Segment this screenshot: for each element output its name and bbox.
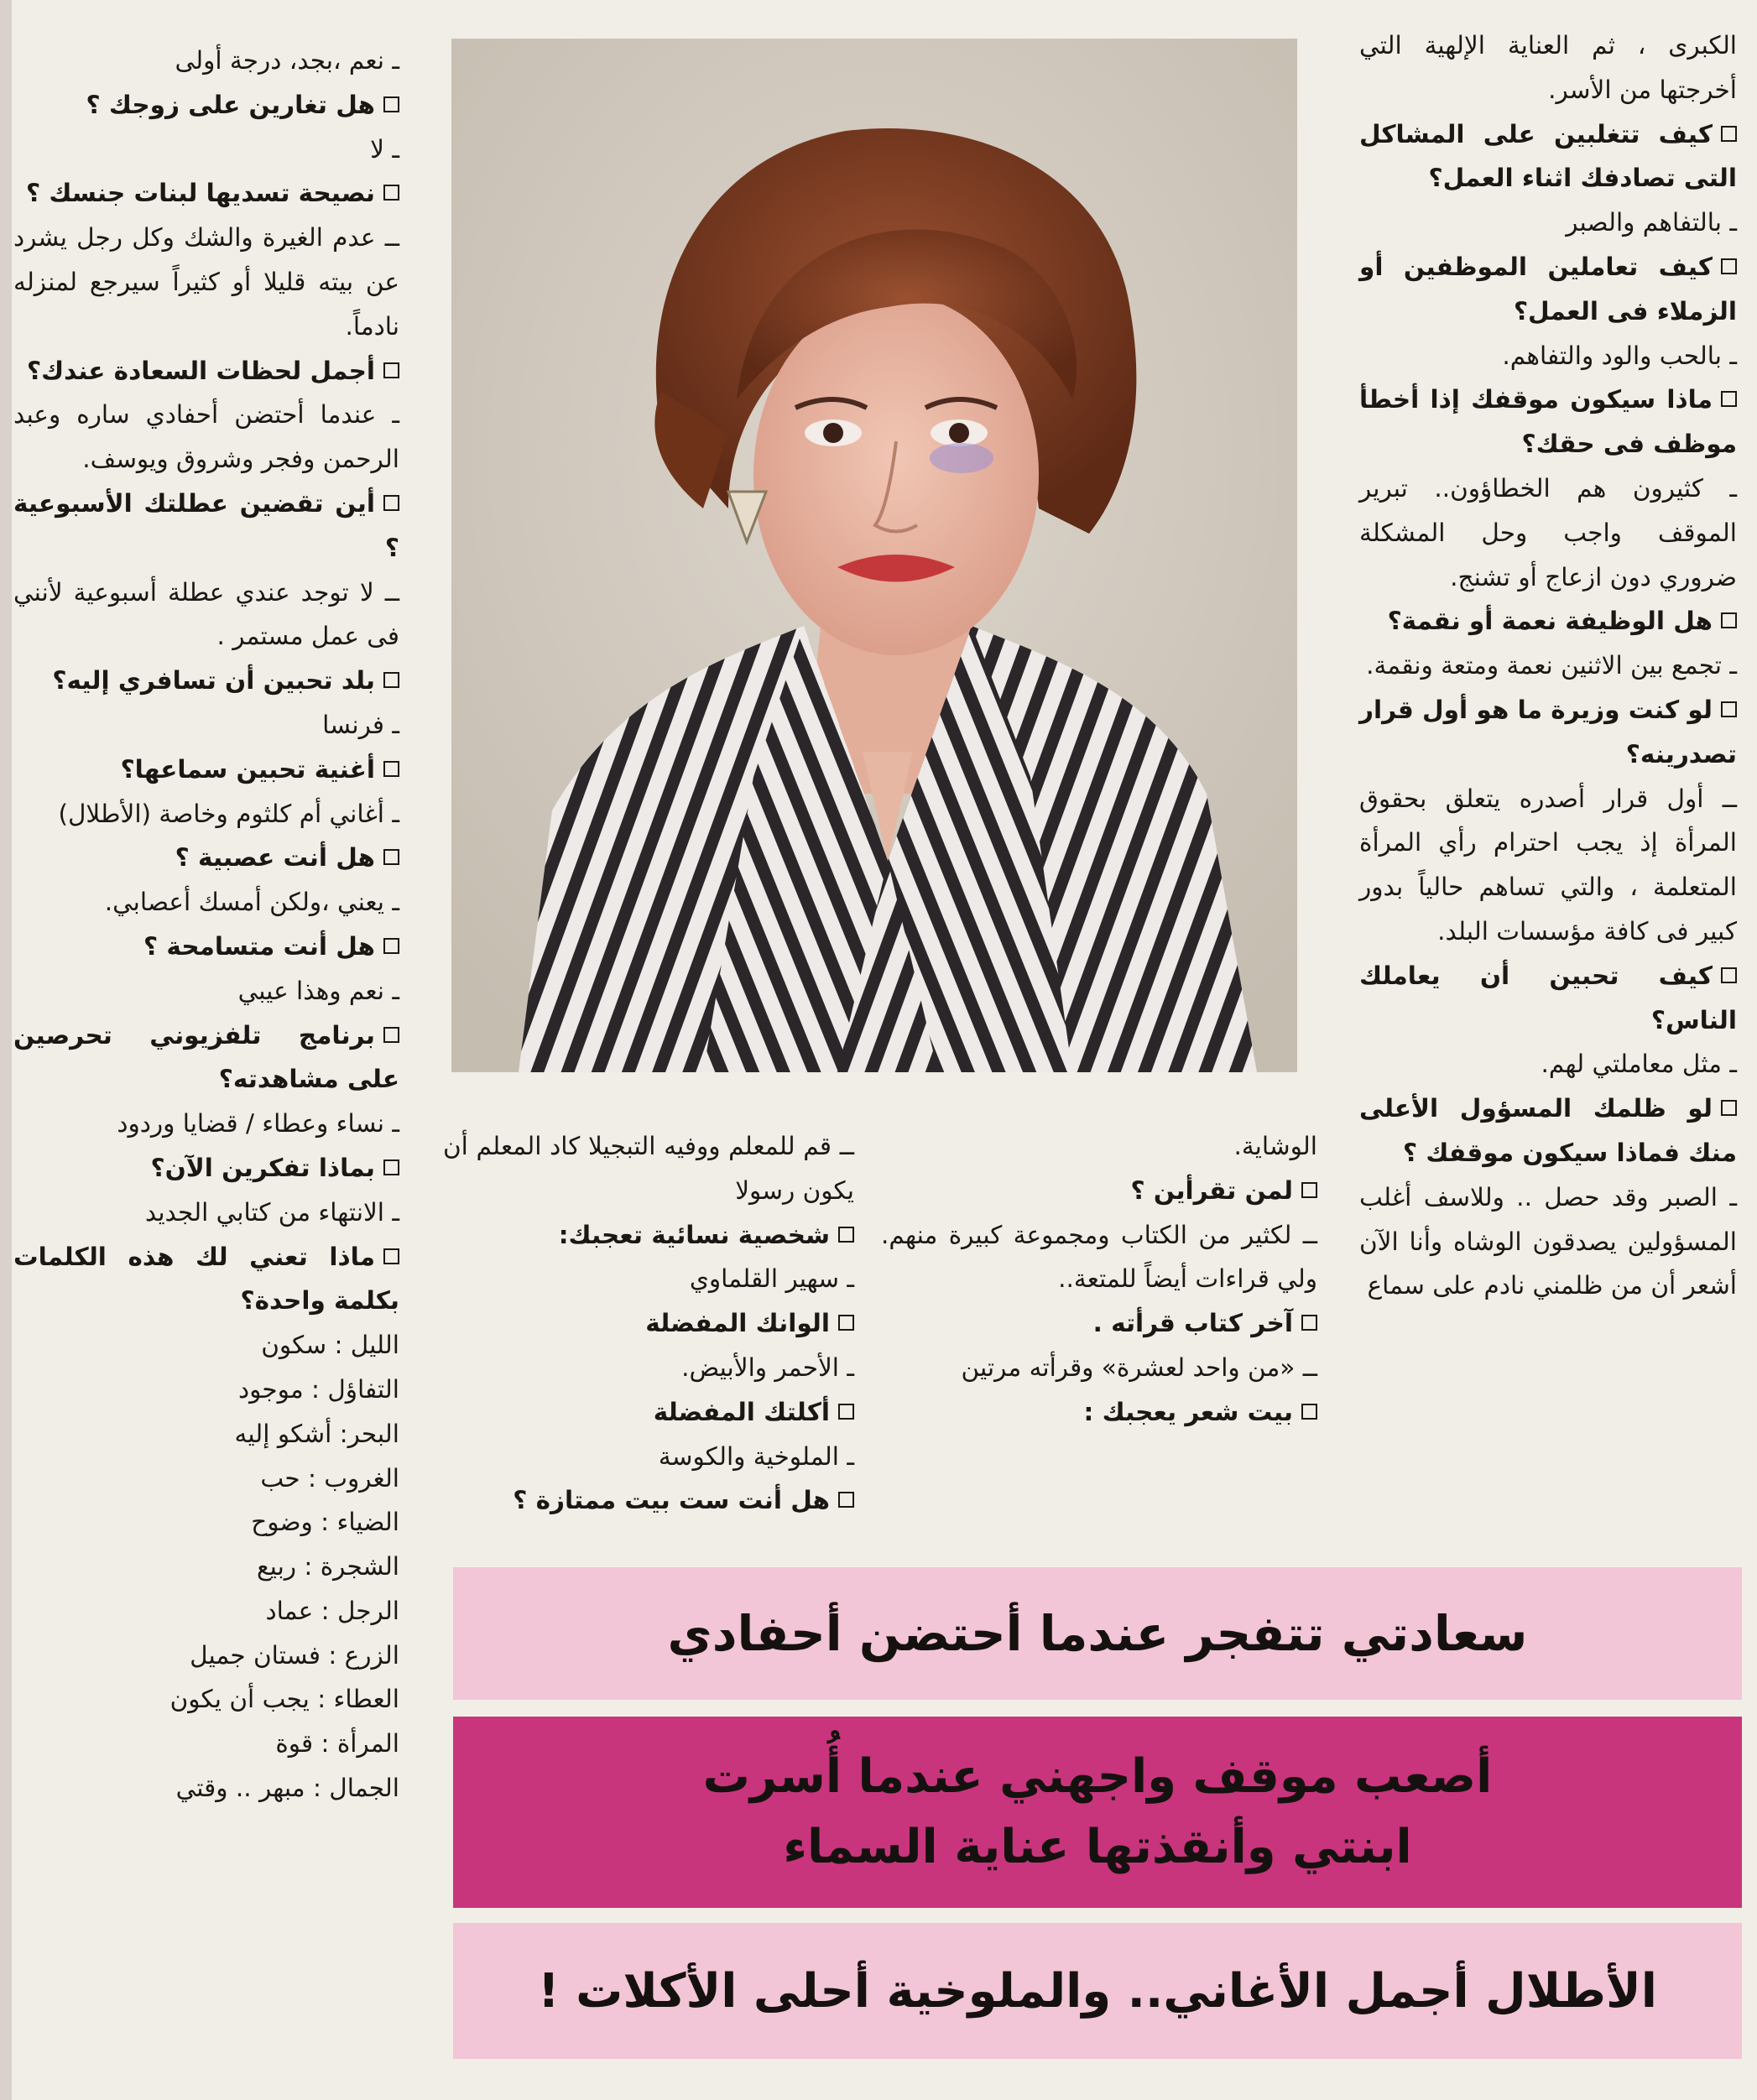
interview-question: كيف تعاملين الموظفين أو الزملاء فى العمل؟ <box>1359 245 1737 334</box>
interview-question: نصيحة تسديها لبنات جنسك ؟ <box>13 171 399 216</box>
interview-answer: ـ بالحب والود والتفاهم. <box>1502 341 1737 370</box>
interview-answer: ـ نعم ،بجد، درجة أولى <box>175 46 399 75</box>
word-list-item: الجمال : مبهر .. وقتي <box>175 1774 399 1803</box>
word-list-item: المرأة : قوة <box>275 1729 399 1759</box>
page-edge <box>0 0 12 2100</box>
interview-answer: ــ «من واحد لعشرة» وقرأته مرتين <box>961 1352 1317 1382</box>
banner-text: الأطلال أجمل الأغاني.. والملوخية أحلى الأكلات ! <box>538 1963 1657 2019</box>
interview-question: أغنية تحبين سماعها؟ <box>13 748 399 792</box>
interview-answer: ـ تجمع بين الاثنين نعمة ومتعة ونقمة. <box>1366 651 1737 680</box>
word-list-item: الغروب : حب <box>260 1463 399 1493</box>
interview-question: كيف تتغلبين على المشاكل التى تصادفك اثناء العمل؟ <box>1359 112 1737 201</box>
interview-question: ماذا تعني لك هذه الكلمات بكلمة واحدة؟ <box>13 1235 399 1324</box>
interview-answer: ـ كثيرون هم الخطاؤون.. تبرير الموقف واجب وحل المشكلة ضروري دون ازعاج أو تشنج. <box>1359 473 1737 591</box>
text-column-middle-right <box>881 1124 1317 1435</box>
interview-question: هل أنت ست بيت ممتازة ؟ <box>443 1478 854 1523</box>
interview-answer: ــ أول قرار أصدره يتعلق بحقوق المرأة إذ يجب احترام رأي المرأة المتعلمة ، والتي تساهم حالياً بدور كبير فى كافة مؤسسات البلد. <box>1359 784 1737 946</box>
interview-question: بماذا تفكرين الآن؟ <box>13 1146 399 1191</box>
word-list-item: التفاؤل : موجود <box>237 1374 399 1404</box>
interview-question: بيت شعر يعجبك : <box>881 1390 1317 1435</box>
word-list-item: البحر: أشكو إليه <box>234 1419 399 1448</box>
headline-banner-hardest-moment <box>453 1717 1742 1908</box>
banner-text-line-1: أصعب موقف واجهني عندما أُسرت <box>702 1749 1493 1804</box>
word-list-item: الرجل : عماد <box>265 1596 399 1625</box>
interview-question: بلد تحبين أن تسافري إليه؟ <box>13 659 399 703</box>
word-list-item: العطاء : يجب أن يكون <box>169 1685 399 1714</box>
text-column-right <box>1359 23 1737 1308</box>
text-column-middle-left <box>443 1124 854 1523</box>
interview-answer: ـ الصبر وقد حصل .. وللاسف أغلب المسؤولين يصدقون الوشاه وأنا الآن أشعر أن من ظلمني نادم على سماع <box>1359 1182 1737 1300</box>
interview-answer: ـ لا <box>370 134 399 164</box>
word-list-item: الليل : سكون <box>261 1331 399 1360</box>
left-qa <box>13 39 399 1323</box>
interview-question: أكلتك المفضلة <box>443 1390 854 1435</box>
interview-answer: ـ أغاني أم كلثوم وخاصة (الأطلال) <box>58 799 399 828</box>
interview-answer: ــ لكثير من الكتاب ومجموعة كبيرة منهم. ولي قراءات أيضاً للمتعة.. <box>881 1220 1317 1294</box>
portrait-photo <box>451 39 1297 1072</box>
portrait-illustration <box>451 39 1297 1072</box>
interview-answer: الكبرى ، ثم العناية الإلهية التي أخرجتها من الأسر. <box>1359 31 1737 104</box>
interview-question: ماذا سيكون موقفك إذا أخطأ موظف فى حقك؟ <box>1359 378 1737 466</box>
interview-question: برنامج تلفزيوني تحرصين على مشاهدته؟ <box>13 1014 399 1102</box>
interview-question: لمن تقرأين ؟ <box>881 1169 1317 1213</box>
interview-answer: ـ بالتفاهم والصبر <box>1566 208 1737 237</box>
interview-question: آخر كتاب قرأته . <box>881 1301 1317 1346</box>
interview-answer: ـ فرنسا <box>322 710 399 739</box>
interview-answer: ـ عندما أحتضن أحفادي ساره وعبد الرحمن وفجر وشروق ويوسف. <box>13 400 399 474</box>
interview-answer: ـ نساء وعطاء / قضايا وردود <box>117 1109 399 1139</box>
text-column-left <box>13 39 399 1811</box>
interview-answer: ـ نعم وهذا عيبي <box>237 976 399 1005</box>
interview-answer: ــ قم للمعلم ووفيه التبجيلا كاد المعلم أن يكون رسولا <box>443 1132 854 1205</box>
banner-text-line-2: ابنتي وأنقذتها عناية السماء <box>783 1820 1412 1874</box>
interview-question: هل أنت عصبية ؟ <box>13 836 399 880</box>
interview-question: أين تقضين عطلتك الأسبوعية ؟ <box>13 482 399 571</box>
interview-question: أجمل لحظات السعادة عندك؟ <box>13 349 399 393</box>
interview-answer: ـ يعني ،ولكن أمسك أعصابي. <box>104 888 399 917</box>
interview-answer: ـ سهير القلماوي <box>689 1264 854 1294</box>
word-list-item: الضياء : وضوح <box>251 1508 399 1537</box>
interview-answer: ـ الأحمر والأبيض. <box>681 1352 854 1382</box>
headline-banner-favorites <box>453 1923 1742 2059</box>
word-list-item: الزرع : فستان جميل <box>190 1640 399 1670</box>
headline-banner-happiness <box>453 1567 1742 1700</box>
interview-answer: ــ لا توجد عندي عطلة أسبوعية لأنني فى عمل مستمر . <box>13 577 399 651</box>
interview-question: هل تغارين على زوجك ؟ <box>13 83 399 128</box>
interview-question: لو ظلمك المسؤول الأعلى منك فماذا سيكون موقفك ؟ <box>1359 1086 1737 1175</box>
interview-question: هل أنت متسامحة ؟ <box>13 925 399 969</box>
interview-question: لو كنت وزيرة ما هو أول قرار تصدرينه؟ <box>1359 688 1737 777</box>
interview-answer: ـ مثل معاملتي لهم. <box>1541 1050 1737 1079</box>
interview-answer: ـ الملوخية والكوسة <box>658 1441 854 1471</box>
interview-answer: ـ الانتهاء من كتابي الجديد <box>144 1197 399 1227</box>
interview-question: كيف تحبين أن يعاملك الناس؟ <box>1359 954 1737 1043</box>
word-list <box>13 1323 399 1811</box>
banner-text: سعادتي تتفجر عندما أحتضن أحفادي <box>667 1605 1528 1662</box>
interview-question: شخصية نسائية تعجبك: <box>443 1213 854 1258</box>
word-list-item: الشجرة : ربيع <box>256 1552 399 1582</box>
interview-question: الوانك المفضلة <box>443 1301 854 1346</box>
interview-answer: الوشاية. <box>1233 1132 1317 1160</box>
interview-question: هل الوظيفة نعمة أو نقمة؟ <box>1359 599 1737 644</box>
interview-answer: ــ عدم الغيرة والشك وكل رجل يشرد عن بيته قليلا أو كثيراً سيرجع لمنزله نادماً. <box>13 223 399 341</box>
